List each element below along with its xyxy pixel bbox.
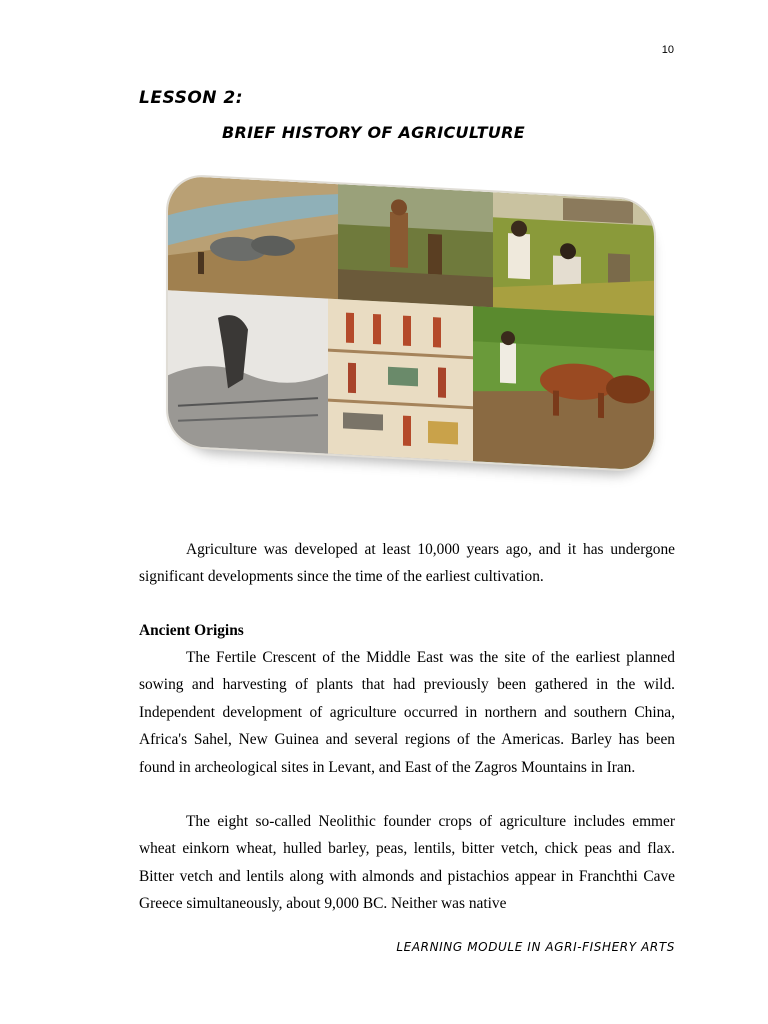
panel-ox-ploughing <box>473 306 654 470</box>
paragraph-founder-crops: The eight so-called Neolithic founder crops of agriculture includes emmer wheat einkorn wheat, hulled barley, peas, lentils, bitter vetch, chick peas and flax. Bitter vetch and lentils along with almonds and pistachios appear in Franchthi Cave Greece simultaneously, about 9,000 BC. Neither was native <box>139 813 675 913</box>
lesson-label: LESSON 2: <box>139 88 244 108</box>
intro-paragraph: Agriculture was developed at least 10,000 years ago, and it has undergone significant developments since the time of the earliest cultivation. <box>139 541 675 586</box>
page-footer: LEARNING MODULE IN AGRI-FISHERY ARTS <box>396 940 675 954</box>
paragraph-ancient-origins: The Fertile Crescent of the Middle East was the site of the earliest planned sowing and harvesting of plants that had previously been gathered in the wild. Independent development of agriculture occurred in northern and southern China, Africa's Sahel, New Guinea and several regions of the Americas. Barley has been found in archeological sites in Levant, and East of the Zagros Mountains in Iran. <box>139 649 675 776</box>
page-number: 10 <box>661 44 674 56</box>
panel-river-plough <box>168 175 338 299</box>
panel-harvest <box>493 192 654 315</box>
agriculture-collage <box>166 186 652 464</box>
panel-field-workers <box>338 184 493 307</box>
lesson-title: BRIEF HISTORY OF AGRICULTURE <box>222 123 526 142</box>
section-heading: Ancient Origins <box>139 622 244 639</box>
collage-frame <box>166 173 656 473</box>
panel-engraving <box>168 290 328 453</box>
collage-illustration <box>168 175 654 470</box>
panel-egyptian-frieze <box>328 299 473 462</box>
